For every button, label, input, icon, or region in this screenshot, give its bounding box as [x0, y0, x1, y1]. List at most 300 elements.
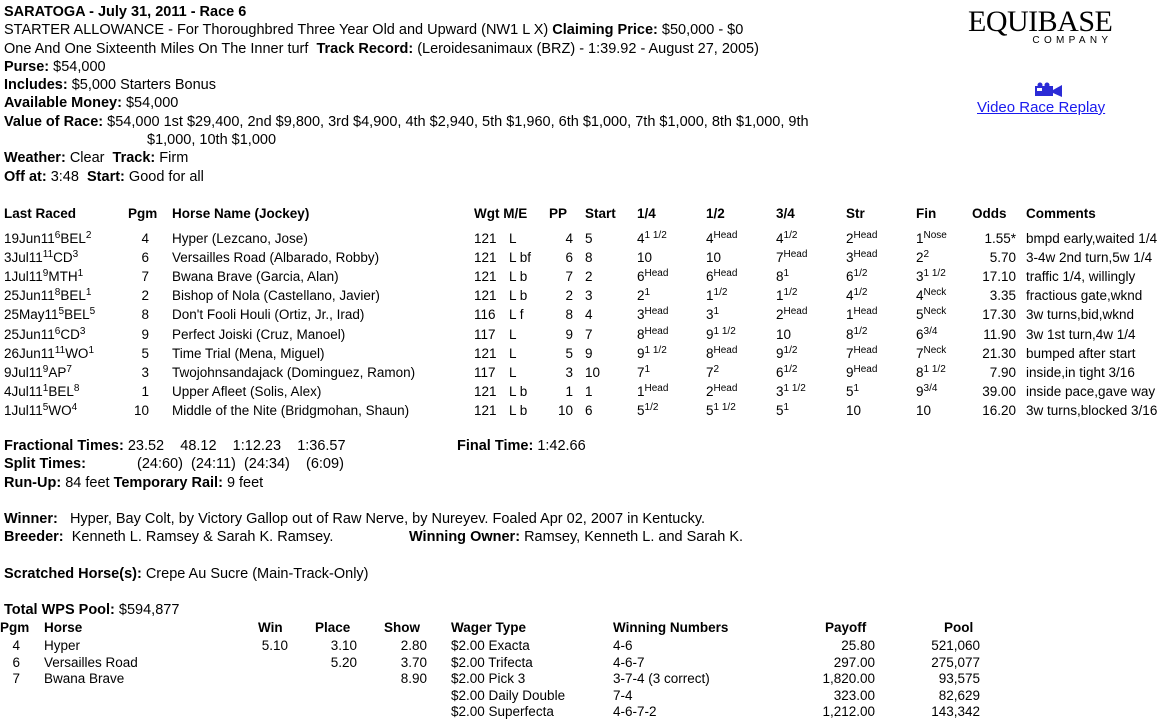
call-three-quarter-position: 1: [776, 288, 784, 303]
call-quarter: [637, 384, 668, 399]
comments: bumped after start: [1026, 346, 1136, 361]
program-number: 8: [141, 307, 149, 322]
call-quarter-position: 4: [637, 231, 645, 246]
wps-show: 3.70: [400, 654, 427, 670]
odds: 16.20: [982, 403, 1016, 418]
call-quarter-margin: Head: [644, 268, 669, 279]
call-stretch-position: 7: [846, 346, 854, 361]
horse-jockey: Perfect Joiski (Cruz, Manoel): [172, 327, 346, 342]
call-half-position: 3: [706, 307, 714, 322]
med-equip: L f: [509, 307, 524, 322]
call-half-margin: 1: [713, 306, 720, 317]
call-half: [706, 231, 737, 246]
call-finish: [916, 307, 946, 322]
call-stretch-margin: 1/2: [853, 326, 868, 337]
post-position: 9: [565, 327, 573, 342]
call-quarter-position: 1: [637, 384, 645, 399]
wps-pool-value: $594,877: [118, 602, 180, 618]
call-three-quarter-position: 7: [776, 250, 784, 265]
column-header-2: Horse Name (Jockey): [172, 206, 310, 221]
last-raced-date: 25May11: [4, 307, 59, 322]
med-equip: L: [509, 231, 517, 246]
last-raced: [4, 250, 78, 265]
call-finish: [916, 269, 946, 284]
race-distance: One And One Sixteenth Miles On The Inner turf: [4, 40, 309, 57]
last-raced-track: BEL: [60, 288, 86, 303]
wps-pgm: 7: [12, 671, 20, 686]
call-three-quarter-margin: 1/2: [783, 364, 798, 375]
med-equip: L: [509, 327, 517, 342]
comments: bmpd early,waited 1/4: [1026, 231, 1158, 246]
call-stretch-position: 8: [846, 327, 854, 342]
call-stretch-margin: Head: [853, 230, 878, 241]
fractional-times-label: Fractional Times:: [4, 438, 124, 454]
call-stretch-position: 3: [846, 250, 854, 265]
wager-column-2: Payoff: [825, 620, 867, 635]
logo-main-text: EQUIBASE: [968, 5, 1113, 38]
last-raced-track: CD: [60, 327, 80, 342]
call-quarter-position: 7: [637, 365, 645, 380]
payoff: 323.00: [833, 687, 875, 703]
column-header-10: Fin: [916, 206, 937, 221]
last-raced-track: BEL: [48, 384, 74, 399]
call-finish-position: 3: [916, 269, 924, 284]
call-three-quarter: [776, 250, 807, 265]
call-finish: [916, 231, 947, 246]
post-position: 5: [565, 346, 573, 361]
call-half-position: 6: [706, 269, 714, 284]
call-quarter-margin: 1/2: [644, 402, 659, 413]
call-finish-position: 5: [916, 307, 924, 322]
winning-owner: [409, 528, 743, 546]
column-header-8: 3/4: [776, 206, 795, 221]
call-three-quarter-margin: Head: [783, 306, 808, 317]
med-equip: L b: [509, 403, 528, 418]
wps-place: 5.20: [330, 654, 357, 670]
includes-value: $5,000 Starters Bonus: [71, 77, 216, 94]
fractional-time-2: 48.12: [180, 438, 217, 454]
program-number: 1: [141, 384, 149, 399]
call-finish-margin: Neck: [923, 287, 947, 298]
track-record-label: Track Record:: [316, 40, 414, 57]
call-quarter: [637, 365, 650, 380]
post-position: 4: [565, 231, 573, 246]
temporary-rail-value: 9 feet: [226, 474, 264, 491]
value-of-race-line1: $54,000 1st $29,400, 2nd $9,800, 3rd $4,900, 4th $2,940, 5th $1,960, 6th $1,000, 7th $1,000, 8th $1,000, 9th: [107, 113, 809, 130]
last-raced-date: 1Jul11: [4, 269, 43, 284]
call-three-quarter-position: 6: [776, 365, 784, 380]
call-stretch-margin: Head: [853, 249, 878, 260]
odds: 5.70: [989, 250, 1016, 265]
call-quarter: [637, 327, 668, 342]
call-finish: [916, 250, 929, 265]
final-time: [457, 437, 586, 455]
last-raced-race-number: 9: [42, 268, 49, 279]
last-raced-race-number: 1: [42, 383, 49, 394]
last-raced-race-number: 5: [42, 402, 49, 413]
call-half-position: 5: [706, 403, 714, 418]
start-position: 9: [585, 346, 593, 361]
split-time-2: (24:11): [191, 456, 236, 473]
pool-amount: 275,077: [931, 654, 980, 670]
last-raced-race-number: 8: [54, 287, 61, 298]
weight: 116: [474, 307, 496, 322]
program-number: 6: [141, 250, 149, 265]
call-stretch: [846, 346, 877, 361]
call-three-quarter: [776, 269, 789, 284]
payoff: 297.00: [833, 654, 875, 670]
winning-owner-label: Winning Owner:: [409, 529, 521, 545]
wps-pgm: 6: [12, 654, 20, 670]
last-raced-finish: 3: [72, 249, 79, 260]
pool-amount: 93,575: [938, 671, 980, 686]
call-finish: [916, 288, 946, 303]
wps-show: 2.80: [400, 638, 427, 653]
call-three-quarter: [776, 384, 806, 399]
comments: 3-4w 2nd turn,5w 1/4: [1026, 250, 1153, 265]
call-stretch-margin: 1/2: [853, 268, 868, 279]
wps-column-2: Win: [258, 620, 283, 635]
last-raced: [4, 307, 95, 322]
call-finish-margin: 3/4: [923, 383, 938, 394]
breeder-label: Breeder:: [4, 529, 64, 546]
med-equip: L: [509, 346, 517, 361]
call-three-quarter: [776, 231, 797, 246]
start-position: 4: [585, 307, 593, 322]
call-three-quarter: [776, 403, 789, 418]
comments: 3w 1st turn,4w 1/4: [1026, 327, 1136, 342]
post-position: 7: [565, 269, 573, 284]
track-condition-value: Firm: [159, 150, 189, 167]
wps-horse: Hyper: [44, 638, 81, 653]
call-quarter-margin: Head: [644, 306, 669, 317]
horse-jockey: Bwana Brave (Garcia, Alan): [172, 269, 339, 284]
program-number: 4: [141, 231, 149, 246]
weight: 121: [474, 250, 497, 265]
race-title: SARATOGA - July 31, 2011 - Race 6: [4, 4, 247, 20]
program-number: 9: [141, 327, 149, 342]
last-raced: [4, 384, 79, 399]
wps-show: 8.90: [400, 671, 427, 686]
odds: 39.00: [982, 384, 1016, 399]
call-half-position: 1: [706, 288, 714, 303]
start-position: 6: [585, 403, 593, 418]
scratched-value: Crepe Au Sucre (Main-Track-Only): [145, 566, 369, 582]
last-raced-race-number: 6: [54, 230, 61, 241]
winning-owner-value: Ramsey, Kenneth L. and Sarah K.: [524, 529, 744, 545]
last-raced-finish: 4: [71, 402, 78, 413]
horse-jockey: Twojohnsandajack (Dominguez, Ramon): [172, 365, 416, 380]
video-camera-icon[interactable]: [1034, 82, 1064, 98]
equibase-logo: [968, 5, 1113, 46]
call-half-position: 10: [706, 250, 722, 265]
start-position: 1: [585, 384, 593, 399]
call-quarter-position: 3: [637, 307, 645, 322]
call-quarter: [637, 403, 658, 418]
call-half-margin: Head: [713, 268, 738, 279]
wps-column-4: Show: [384, 620, 420, 635]
call-finish-margin: 1 1/2: [923, 364, 946, 375]
weather-label: Weather:: [4, 150, 66, 167]
value-of-race-label: Value of Race:: [4, 113, 104, 130]
final-time-value: 1:42.66: [537, 438, 586, 454]
call-quarter: [637, 288, 650, 303]
call-stretch-position: 2: [846, 231, 854, 246]
horse-jockey: Versailles Road (Albarado, Robby): [172, 250, 380, 265]
wps-horse: Versailles Road: [44, 654, 138, 670]
call-half: [706, 403, 736, 418]
call-finish-position: 7: [916, 346, 924, 361]
call-finish-position: 8: [916, 365, 924, 380]
winner-label: Winner:: [4, 511, 58, 527]
last-raced: [4, 288, 91, 303]
call-finish-margin: 1 1/2: [923, 268, 946, 279]
call-half: [706, 365, 719, 380]
run-up-value: 84 feet: [65, 474, 110, 491]
off-at-label: Off at:: [4, 168, 47, 185]
med-equip: L bf: [509, 250, 532, 265]
call-quarter-position: 10: [637, 250, 653, 265]
call-half: [706, 250, 721, 265]
column-header-9: Str: [846, 206, 865, 221]
last-raced-track: BEL: [60, 231, 86, 246]
call-stretch-position: 9: [846, 365, 854, 380]
pool-amount: 143,342: [931, 704, 980, 719]
last-raced-race-number: 6: [54, 326, 61, 337]
wps-pool: [4, 601, 179, 619]
post-position: 1: [565, 384, 573, 399]
call-quarter-position: 2: [637, 288, 645, 303]
call-quarter: [637, 231, 667, 246]
run-up-label: Run-Up:: [4, 474, 62, 491]
call-finish-position: 1: [916, 231, 924, 246]
weight: 121: [474, 403, 497, 418]
purse-label: Purse:: [4, 58, 50, 75]
last-raced-finish: 8: [73, 383, 80, 394]
wager-type: $2.00 Superfecta: [451, 704, 554, 719]
wager-column-0: Wager Type: [451, 620, 527, 635]
call-stretch: [846, 327, 867, 342]
weather-value: Clear: [69, 150, 105, 167]
call-quarter-margin: 1: [644, 287, 651, 298]
last-raced-date: 26Jun11: [4, 346, 55, 361]
start-value: Good for all: [128, 168, 204, 185]
wager-type: $2.00 Pick 3: [451, 671, 526, 686]
last-raced-finish: 1: [77, 268, 84, 279]
call-half-position: 9: [706, 327, 714, 342]
call-stretch: [846, 269, 867, 284]
start-position: 10: [585, 365, 601, 380]
call-stretch: [846, 231, 877, 246]
includes-label: Includes:: [4, 77, 68, 94]
video-race-replay-link[interactable]: Video Race Replay: [977, 99, 1106, 116]
breeder-value: Kenneth L. Ramsey & Sarah K. Ramsey.: [71, 529, 334, 546]
last-raced-track: MTH: [48, 269, 78, 284]
call-stretch-margin: 1: [853, 383, 860, 394]
call-half-position: 7: [706, 365, 714, 380]
call-three-quarter-margin: 1/2: [783, 287, 798, 298]
call-half-margin: 1/2: [713, 287, 728, 298]
call-finish: [916, 365, 946, 380]
call-half-margin: Head: [713, 383, 738, 394]
call-quarter-position: 5: [637, 403, 645, 418]
fractional-time-3: 1:12.23: [232, 438, 282, 454]
last-raced-race-number: 11: [54, 345, 66, 356]
call-stretch-margin: Head: [853, 364, 878, 375]
last-raced: [4, 231, 91, 246]
call-three-quarter-position: 10: [776, 327, 792, 342]
last-raced-race-number: 5: [58, 306, 65, 317]
last-raced-date: 19Jun11: [4, 231, 55, 246]
call-finish-margin: 2: [923, 249, 930, 260]
final-time-label: Final Time:: [457, 438, 534, 454]
call-three-quarter-margin: 1/2: [783, 345, 798, 356]
call-half: [706, 269, 737, 284]
wager-type: $2.00 Exacta: [451, 638, 530, 653]
claiming-label: Claiming Price:: [552, 22, 658, 39]
call-half-margin: Head: [713, 345, 738, 356]
horse-jockey: Upper Afleet (Solis, Alex): [172, 384, 322, 399]
call-three-quarter-position: 3: [776, 384, 784, 399]
call-finish-margin: 3/4: [923, 326, 938, 337]
weight: 121: [474, 269, 497, 284]
program-number: 2: [141, 288, 149, 303]
call-three-quarter-margin: 1 1/2: [783, 383, 806, 394]
call-finish-position: 2: [916, 250, 924, 265]
column-header-1: Pgm: [128, 206, 158, 221]
column-header-5: Start: [585, 206, 616, 221]
start-label: Start:: [87, 168, 125, 185]
column-header-12: Comments: [1026, 206, 1096, 221]
last-raced-track: WO: [48, 403, 72, 418]
call-stretch: [846, 288, 867, 303]
call-half-margin: Head: [713, 230, 738, 241]
call-stretch-margin: Head: [853, 345, 878, 356]
value-of-race-line2: $1,000, 10th $1,000: [147, 132, 277, 149]
track-record-value: (Leroidesanimaux (BRZ) - 1:39.92 - August 27, 2005): [417, 40, 759, 57]
horse-jockey: Middle of the Nite (Bridgmohan, Shaun): [172, 403, 410, 418]
call-stretch: [846, 250, 877, 265]
call-half-position: 2: [706, 384, 714, 399]
call-finish-position: 10: [916, 403, 932, 418]
column-header-4: PP: [549, 206, 568, 221]
call-finish-margin: Neck: [923, 306, 947, 317]
times-section: [4, 437, 346, 492]
call-three-quarter-position: 9: [776, 346, 784, 361]
call-finish-position: 4: [916, 288, 924, 303]
temporary-rail-label: Temporary Rail:: [113, 474, 223, 491]
odds: 17.10: [982, 269, 1016, 284]
start-position: 5: [585, 231, 593, 246]
weight: 121: [474, 231, 497, 246]
wager-column-1: Winning Numbers: [613, 620, 729, 635]
last-raced-finish: 5: [89, 306, 96, 317]
wps-pool-label: Total WPS Pool:: [4, 602, 115, 618]
column-header-3: Wgt M/E: [474, 206, 528, 221]
comments: inside pace,gave way: [1026, 384, 1156, 399]
call-half: [706, 327, 736, 342]
fractional-time-4: 1:36.57: [297, 438, 346, 454]
call-stretch-position: 4: [846, 288, 854, 303]
call-quarter-margin: Head: [644, 326, 669, 337]
off-at-value: 3:48: [50, 168, 79, 185]
call-finish: [916, 403, 931, 418]
horse-jockey: Bishop of Nola (Castellano, Javier): [172, 288, 380, 303]
last-raced-date: 3Jul11: [4, 250, 43, 265]
wps-pgm: 4: [12, 638, 20, 653]
post-position: 3: [565, 365, 573, 380]
last-raced-track: WO: [65, 346, 89, 361]
call-quarter: [637, 346, 667, 361]
program-number: 7: [141, 269, 149, 284]
start-position: 3: [585, 288, 593, 303]
race-header: [4, 3, 809, 186]
last-raced: [4, 327, 85, 342]
call-finish-position: 9: [916, 384, 924, 399]
wps-place: 3.10: [330, 638, 357, 653]
column-header-0: Last Raced: [4, 206, 77, 221]
odds: 1.55*: [984, 231, 1016, 246]
call-finish: [916, 327, 937, 342]
last-raced-finish: 2: [85, 230, 92, 241]
last-raced-track: AP: [48, 365, 67, 380]
post-position: 8: [565, 307, 573, 322]
logo-sub-text: COMPANY: [1032, 35, 1113, 46]
call-quarter-margin: 1 1/2: [644, 230, 667, 241]
payoff: 25.80: [841, 638, 875, 653]
call-half-margin: 2: [713, 364, 720, 375]
call-quarter-margin: Head: [644, 383, 669, 394]
program-number: 3: [141, 365, 149, 380]
last-raced-finish: 1: [85, 287, 92, 298]
med-equip: L: [509, 365, 517, 380]
call-three-quarter-margin: 1: [783, 402, 790, 413]
last-raced: [4, 269, 83, 284]
wps-win: 5.10: [261, 638, 288, 653]
odds: 3.35: [989, 288, 1016, 303]
comments: 3w turns,bid,wknd: [1026, 307, 1135, 322]
call-stretch-margin: Head: [853, 306, 878, 317]
race-conditions: STARTER ALLOWANCE - For Thoroughbred Three Year Old and Upward (NW1 L X): [4, 22, 549, 39]
wps-column-1: Horse: [44, 620, 83, 635]
med-equip: L b: [509, 384, 528, 399]
call-finish-margin: Nose: [923, 230, 947, 241]
call-three-quarter-position: 2: [776, 307, 784, 322]
wps-horse: Bwana Brave: [44, 671, 125, 686]
available-money-label: Available Money:: [4, 95, 122, 112]
last-raced: [4, 346, 94, 361]
call-finish-position: 6: [916, 327, 924, 342]
weight: 121: [474, 346, 497, 361]
comments: 3w turns,blocked 3/16: [1026, 403, 1158, 418]
call-stretch: [846, 307, 877, 322]
call-quarter-margin: 1: [644, 364, 651, 375]
last-raced: [4, 365, 72, 380]
last-raced-date: 25Jun11: [4, 288, 55, 303]
last-raced-date: 9Jul11: [4, 365, 43, 380]
start-position: 2: [585, 269, 593, 284]
purse-value: $54,000: [53, 58, 106, 75]
horse-jockey: Don't Fooli Houli (Ortiz, Jr., Irad): [172, 307, 365, 322]
call-stretch: [846, 384, 859, 399]
call-finish-margin: Neck: [923, 345, 947, 356]
post-position: 2: [565, 288, 573, 303]
call-half: [706, 288, 727, 303]
odds: 11.90: [983, 327, 1016, 342]
last-raced-date: 4Jul11: [4, 384, 43, 399]
call-stretch: [846, 403, 861, 418]
scratched-label: Scratched Horse(s):: [4, 566, 142, 582]
